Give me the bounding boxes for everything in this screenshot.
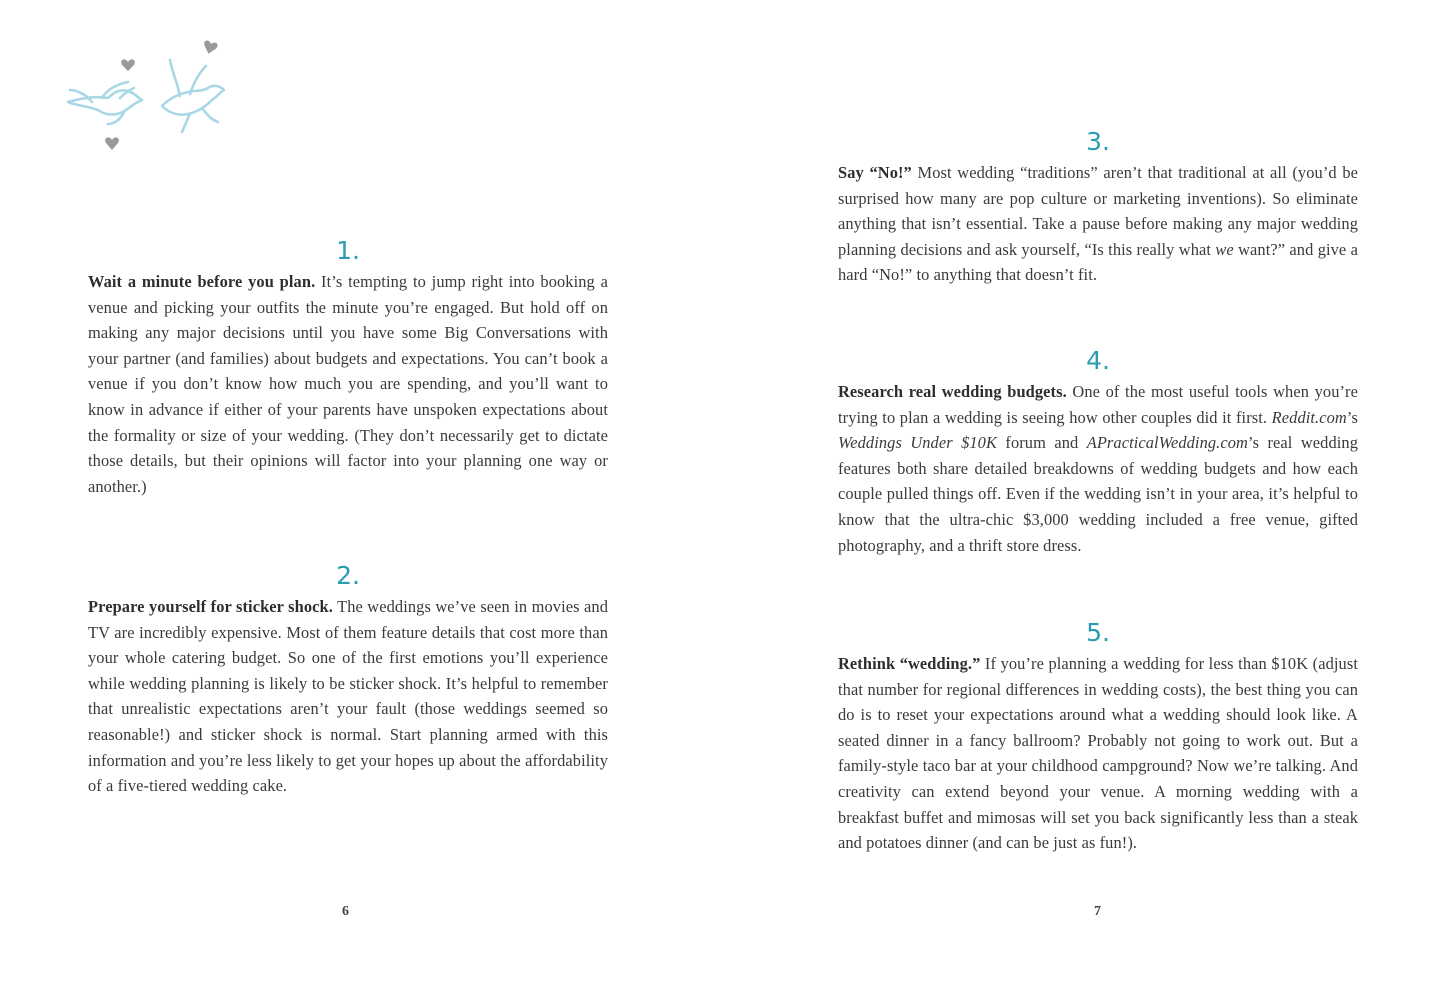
page-number: 6 <box>342 904 349 919</box>
tip-item <box>838 345 1358 558</box>
right-page <box>722 0 1445 985</box>
heart-icon <box>121 59 135 71</box>
heart-icon <box>105 137 119 150</box>
tip-text: The weddings we’ve seen in movies and TV are incredibly expensive. Most of them feature details that cost more than your whole catering budget. So one of the first emotions you’ll experience while wedding planning is likely to be sticker shock. It’s helpful to remember that unrealistic expectations aren’t your fault (those weddings seemed so reasonable!) and sticker shock is normal. Start planning armed with this information and you’re less likely to get your hopes up about the affordability of a five-tiered wedding cake. <box>88 597 609 796</box>
tip-number: 5. <box>1086 618 1110 647</box>
tip-number: 3. <box>1086 127 1110 156</box>
tip-text-italic: Reddit.com <box>1271 407 1347 427</box>
tip-item <box>838 617 1358 856</box>
tip-paragraph <box>88 269 608 499</box>
tip-text: If you’re planning a wedding for less than $10K (adjust that number for regional differences in wedding costs), the best thing you can do is to reset your expectations around what a wedding should look like. A seated dinner in a fancy ballroom? Probably not going to work out. But a family-style taco bar at your childhood campground? Now we’re talking. And creativity can extend beyond your venue. A morning wedding with a breakfast buffet and mimosas will set you back significantly less than a steak and potatoes dinner (and can be just as fun!). <box>838 654 1358 853</box>
tip-number: 1. <box>336 236 360 265</box>
bird-icon <box>68 82 142 124</box>
birds-hearts-ornament <box>62 36 232 156</box>
heart-icon <box>202 40 218 56</box>
tip-paragraph <box>838 651 1358 856</box>
tip-text: ’s real wedding features both share detailed breakdowns of wedding budgets and how each couple pulled things off. Even if the wedding isn’t in your area, it’s helpful to know that the ultra-chic $3,000 wedding included a free venue, gifted photography, and a thrift store dress. <box>838 433 1358 555</box>
left-page <box>0 0 722 985</box>
tip-item <box>88 560 608 799</box>
tip-text-italic: we <box>1215 239 1234 259</box>
tip-heading: Research real wedding budgets. <box>838 382 1067 401</box>
tip-text: forum and <box>997 433 1087 453</box>
tip-text: One of the most useful tools when you’re trying to plan a wedding is seeing how other couples did it first. <box>838 382 1358 427</box>
tip-text: It’s tempting to jump right into booking a venue and picking your outfits the minute you’re engaged. But hold off on making any major decisions until you have some Big Conversations with your partner (and families) about budgets and expectations. You can’t book a venue if you don’t know how much you are spending, and you’ll want to know in advance if either of your parents have unspoken expectations about the formality or size of your wedding. (They don’t necessarily get to dictate those details, but their opinions will factor into your planning one way or another.) <box>88 272 608 496</box>
bird-icon <box>162 60 224 132</box>
page-number: 7 <box>1094 904 1101 919</box>
tip-text-italic: APracticalWedding.com <box>1086 433 1248 453</box>
tip-text: want?” and give a hard “No!” to anything that doesn’t fit. <box>838 239 1358 285</box>
tip-text-italic: Weddings Under $10K <box>838 433 998 453</box>
tip-heading: Say “No!” <box>838 163 912 182</box>
tip-paragraph <box>88 594 608 799</box>
tip-text: Most wedding “traditions” aren’t that traditional at all (you’d be surprised how many are pop culture or marketing inventions). So eliminate anything that isn’t essential. Take a pause before making any major wedding planning decisions and ask yourself, “Is this really what <box>838 163 1359 259</box>
tip-paragraph <box>838 160 1358 288</box>
tip-heading: Rethink “wedding.” <box>838 654 981 673</box>
tip-number: 4. <box>1086 346 1110 375</box>
tip-heading: Wait a minute before you plan. <box>88 272 316 291</box>
tip-number: 2. <box>336 561 360 590</box>
tip-text: ’s <box>1346 407 1358 427</box>
tip-item <box>838 126 1358 288</box>
tip-heading: Prepare yourself for sticker shock. <box>88 597 333 616</box>
tip-paragraph <box>838 379 1358 558</box>
tip-item <box>88 235 608 499</box>
